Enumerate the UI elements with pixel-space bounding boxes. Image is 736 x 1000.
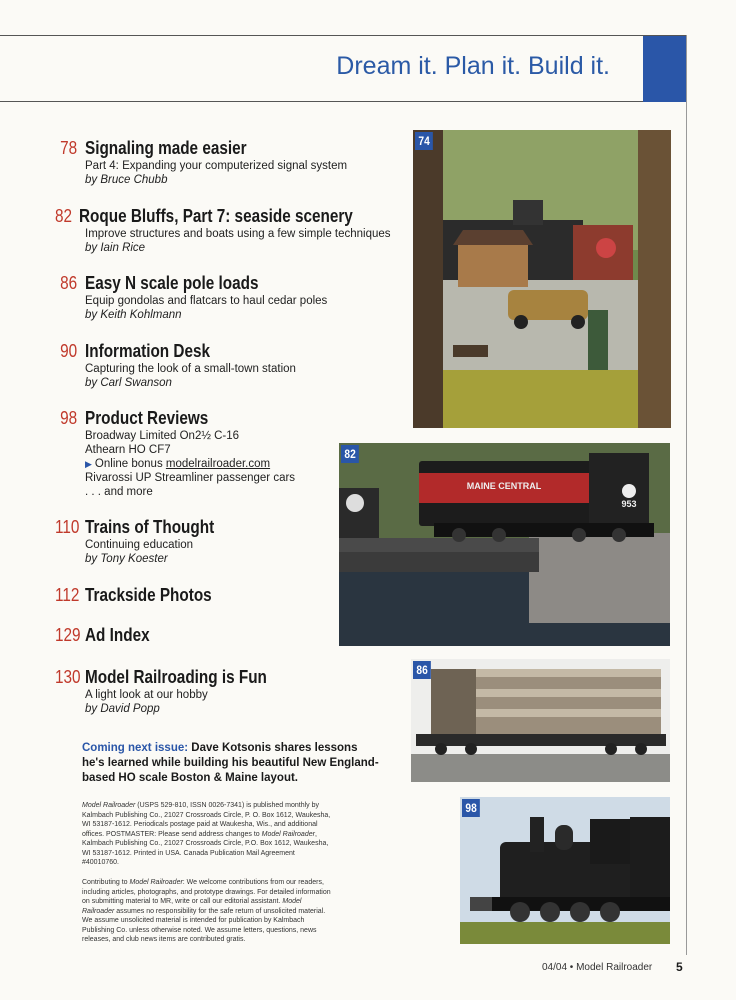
- toc-author: by Carl Swanson: [85, 377, 172, 389]
- toc-title[interactable]: Information Desk: [85, 341, 210, 361]
- photo-c16-locomotive[interactable]: [460, 797, 670, 944]
- toc-author: by Tony Koester: [85, 553, 168, 565]
- publication-info: Model Railroader (USPS 529-810, ISSN 0026-7341) is published monthly by Kalmbach Publishing Co., 21027 Crossroads Circle, P. O. Box 1612, Waukesha, WI 53187-1612. Periodicals postage paid at Waukesha, Wis., and additional offices. POSTMASTER: Please send address changes to Model Railroader, Kalmbach Publishing Co., 21027 Crossroads Circle, P.O. Box 1612, Waukesha, WI 53187-1612. Printed in USA. Canada Publication Mail Agreement #40010760.: [82, 802, 331, 866]
- toc-page-number: 129: [55, 625, 81, 645]
- page-badge: 98: [462, 799, 480, 817]
- toc-title[interactable]: Roque Bluffs, Part 7: seaside scenery: [79, 206, 353, 226]
- locomotive-number: 953: [621, 499, 637, 509]
- photo-maine-central-locomotive[interactable]: [339, 443, 670, 646]
- header-rule: [0, 35, 686, 36]
- toc-page-number: 112: [55, 585, 80, 605]
- toc-author: by Keith Kohlmann: [85, 309, 182, 321]
- contributing-info: Contributing to Model Railroader: We welcome contributions from our readers, including articles, photographs, and prototype drawings. For detailed information on submitting material to MR, write or call our editorial assistant. Model Railroader assumes no responsibility for the safe return of unsolicited material. We assume unsolicited material is intended for publication by Kalmbach Publishing Co. unless otherwise noted. We assume letters, questions, news releases, and club news items are contributed gratis.: [82, 879, 331, 943]
- toc-title[interactable]: Trains of Thought: [85, 517, 215, 537]
- toc-entry[interactable]: [55, 273, 395, 322]
- toc-page-number: 98: [60, 408, 78, 428]
- toc-title[interactable]: Product Reviews: [85, 408, 209, 428]
- toc-entry[interactable]: [55, 667, 395, 716]
- page-badge: 74: [415, 132, 433, 150]
- toc-subtitle: Continuing education: [85, 539, 194, 551]
- toc-entry[interactable]: [55, 138, 395, 187]
- toc-page-number: 130: [55, 667, 81, 687]
- coming-next-issue: [82, 741, 382, 786]
- toc-author: by Iain Rice: [85, 242, 146, 254]
- online-bonus-label: Online bonus: [94, 458, 163, 470]
- toc-entry[interactable]: [55, 206, 395, 255]
- toc-author: by Bruce Chubb: [85, 174, 168, 186]
- play-arrow-icon: ▶: [85, 459, 92, 469]
- page-divider: [686, 35, 687, 955]
- online-bonus-link[interactable]: modelrailroader.com: [165, 458, 271, 470]
- photo-station-scene[interactable]: [413, 130, 671, 428]
- photo-pole-loads[interactable]: [411, 659, 670, 782]
- toc-title[interactable]: Trackside Photos: [85, 585, 212, 605]
- magazine-name: Model Railroader: [82, 802, 136, 809]
- toc-page-number: 78: [60, 138, 78, 158]
- review-item: Broadway Limited On2½ C-16: [85, 430, 240, 442]
- coming-next-text: Dave Kotsonis shares lessons he's learned while building his beautiful New England-based HO scale Boston & Maine layout.: [82, 742, 379, 784]
- toc-author: by David Popp: [85, 703, 160, 715]
- toc-title[interactable]: Model Railroading is Fun: [85, 667, 267, 687]
- page-badge: 82: [341, 445, 359, 463]
- toc-subtitle: Capturing the look of a small-town station: [85, 363, 296, 375]
- tagline: Dream it. Plan it. Build it.: [336, 52, 610, 80]
- review-item: . . . and more: [85, 486, 153, 498]
- toc-title[interactable]: Ad Index: [85, 625, 150, 645]
- page-badge: 86: [413, 661, 431, 679]
- coming-next-label: Coming next issue:: [82, 742, 189, 754]
- locomotive-name: MAINE CENTRAL: [466, 481, 542, 491]
- toc-subtitle: Equip gondolas and flatcars to haul cedar poles: [85, 295, 328, 307]
- toc-page-number: 110: [55, 517, 80, 537]
- toc-page-number: 82: [55, 206, 73, 226]
- toc-subtitle: A light look at our hobby: [85, 689, 208, 701]
- toc-page-number: 86: [60, 273, 78, 293]
- toc-title[interactable]: Signaling made easier: [85, 138, 247, 158]
- header-rule-bottom: [0, 101, 643, 102]
- toc-subtitle: Part 4: Expanding your computerized signal system: [85, 160, 348, 172]
- page-number: 5: [676, 960, 683, 974]
- toc-title[interactable]: Easy N scale pole loads: [85, 273, 259, 293]
- review-item: Athearn HO CF7: [85, 444, 171, 456]
- toc-subtitle: Improve structures and boats using a few simple techniques: [85, 228, 391, 240]
- issue-footer: 04/04 • Model Railroader: [542, 962, 653, 973]
- toc-page-number: 90: [60, 341, 78, 361]
- toc-entry[interactable]: [55, 341, 395, 390]
- header-accent-block: [643, 36, 686, 102]
- review-item: Rivarossi UP Streamliner passenger cars: [85, 472, 296, 484]
